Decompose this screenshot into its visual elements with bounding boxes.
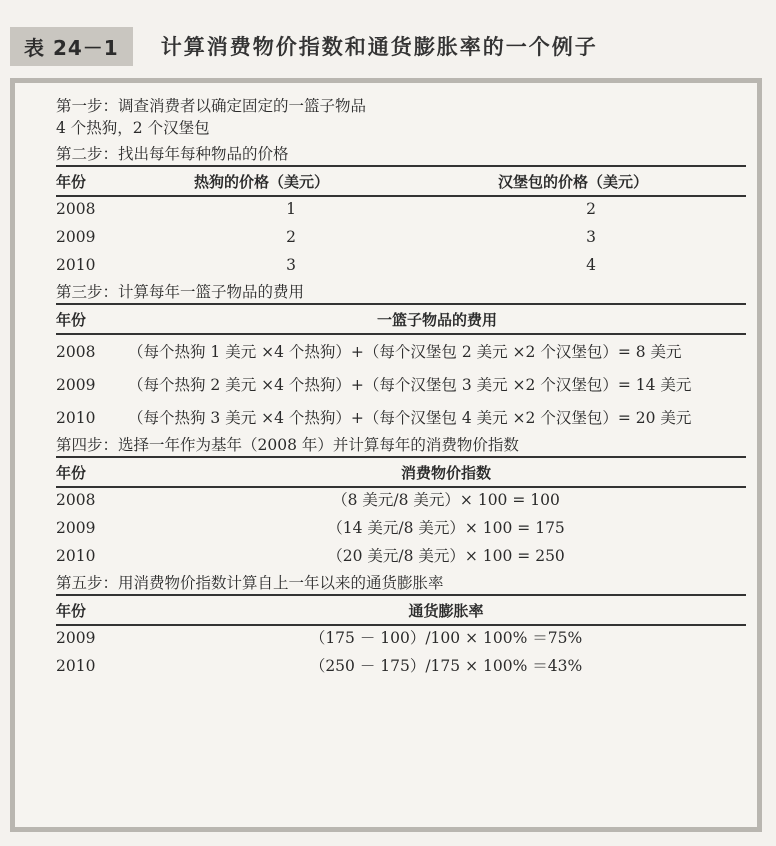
inflation-table [56,594,746,682]
table-row [56,225,746,253]
cpi-table-header [56,457,746,487]
table-row [56,487,746,516]
cpi-cell: （20 美元/8 美元）× 100 = 250 [327,547,565,565]
col-year: 年份 [56,173,87,191]
col-year: 年份 [56,464,87,482]
year-cell: 2008 [56,491,96,509]
table-content [56,93,746,682]
year-cell: 2009 [56,228,96,246]
basket-cost-cell: （每个热狗 3 美元 ×4 个热狗）+（每个汉堡包 4 美元 ×2 个汉堡包）= 20 美元 [128,409,692,427]
basket-cost-table [56,303,746,434]
table-title: 计算消费物价指数和通货膨胀率的一个例子 [160,35,598,59]
hotdog-price-cell: 3 [286,256,296,274]
cpi-cell: （14 美元/8 美元）× 100 = 175 [327,519,565,537]
table-row [56,401,746,434]
basket-cost-header [56,304,746,334]
col-hotdog-price: 热狗的价格（美元） [194,173,330,191]
col-cpi: 消费物价指数 [400,464,491,482]
step1-title: 第一步：调查消费者以确定固定的一篮子物品 [56,97,367,115]
year-cell: 2010 [56,256,96,274]
step2-title: 第二步：找出每年每种物品的价格 [56,145,289,163]
step3-title: 第三步：计算每年一篮子物品的费用 [56,283,305,301]
step5-title: 第五步：用消费物价指数计算自上一年以来的通货膨胀率 [56,574,444,592]
table-row [56,196,746,225]
year-cell: 2010 [56,547,96,565]
table-row [56,334,746,368]
table-number-label: 表 24－1 [10,27,133,66]
step4-title: 第四步：选择一年作为基年（2008 年）并计算每年的消费物价指数 [56,436,519,454]
burger-price-cell: 3 [586,228,596,246]
price-table-header [56,166,746,196]
step1-detail: 4 个热狗，2 个汉堡包 [56,119,210,137]
burger-price-cell: 4 [586,256,596,274]
inflation-table-header [56,595,746,625]
year-cell: 2009 [56,376,96,394]
year-cell: 2008 [56,200,96,218]
table-row [56,253,746,281]
year-cell: 2008 [56,343,96,361]
inflation-cell: （175 － 100）/100 × 100% ＝75% [309,629,583,647]
table-row [56,516,746,544]
year-cell: 2010 [56,409,96,427]
table-row [56,368,746,401]
hotdog-price-cell: 2 [286,228,296,246]
table-row [56,625,746,654]
col-basket-cost: 一篮子物品的费用 [376,311,497,329]
basket-cost-cell: （每个热狗 1 美元 ×4 个热狗）+（每个汉堡包 2 美元 ×2 个汉堡包）= 8 美元 [128,343,682,361]
table-row [56,654,746,682]
year-cell: 2009 [56,519,96,537]
year-cell: 2009 [56,629,96,647]
basket-cost-cell: （每个热狗 2 美元 ×4 个热狗）+（每个汉堡包 3 美元 ×2 个汉堡包）= 14 美元 [128,376,692,394]
col-year: 年份 [56,602,87,620]
table-row [56,544,746,572]
inflation-cell: （250 － 175）/175 × 100% ＝43% [309,657,583,675]
year-cell: 2010 [56,657,96,675]
burger-price-cell: 2 [586,200,596,218]
cpi-cell: （8 美元/8 美元）× 100 = 100 [332,491,560,509]
col-year: 年份 [56,311,87,329]
table-caption [10,25,598,67]
table-frame [10,78,762,832]
col-inflation-rate: 通货膨胀率 [408,602,484,620]
price-table [56,165,746,281]
cpi-table [56,456,746,572]
col-burger-price: 汉堡包的价格（美元） [498,173,649,191]
hotdog-price-cell: 1 [286,200,296,218]
